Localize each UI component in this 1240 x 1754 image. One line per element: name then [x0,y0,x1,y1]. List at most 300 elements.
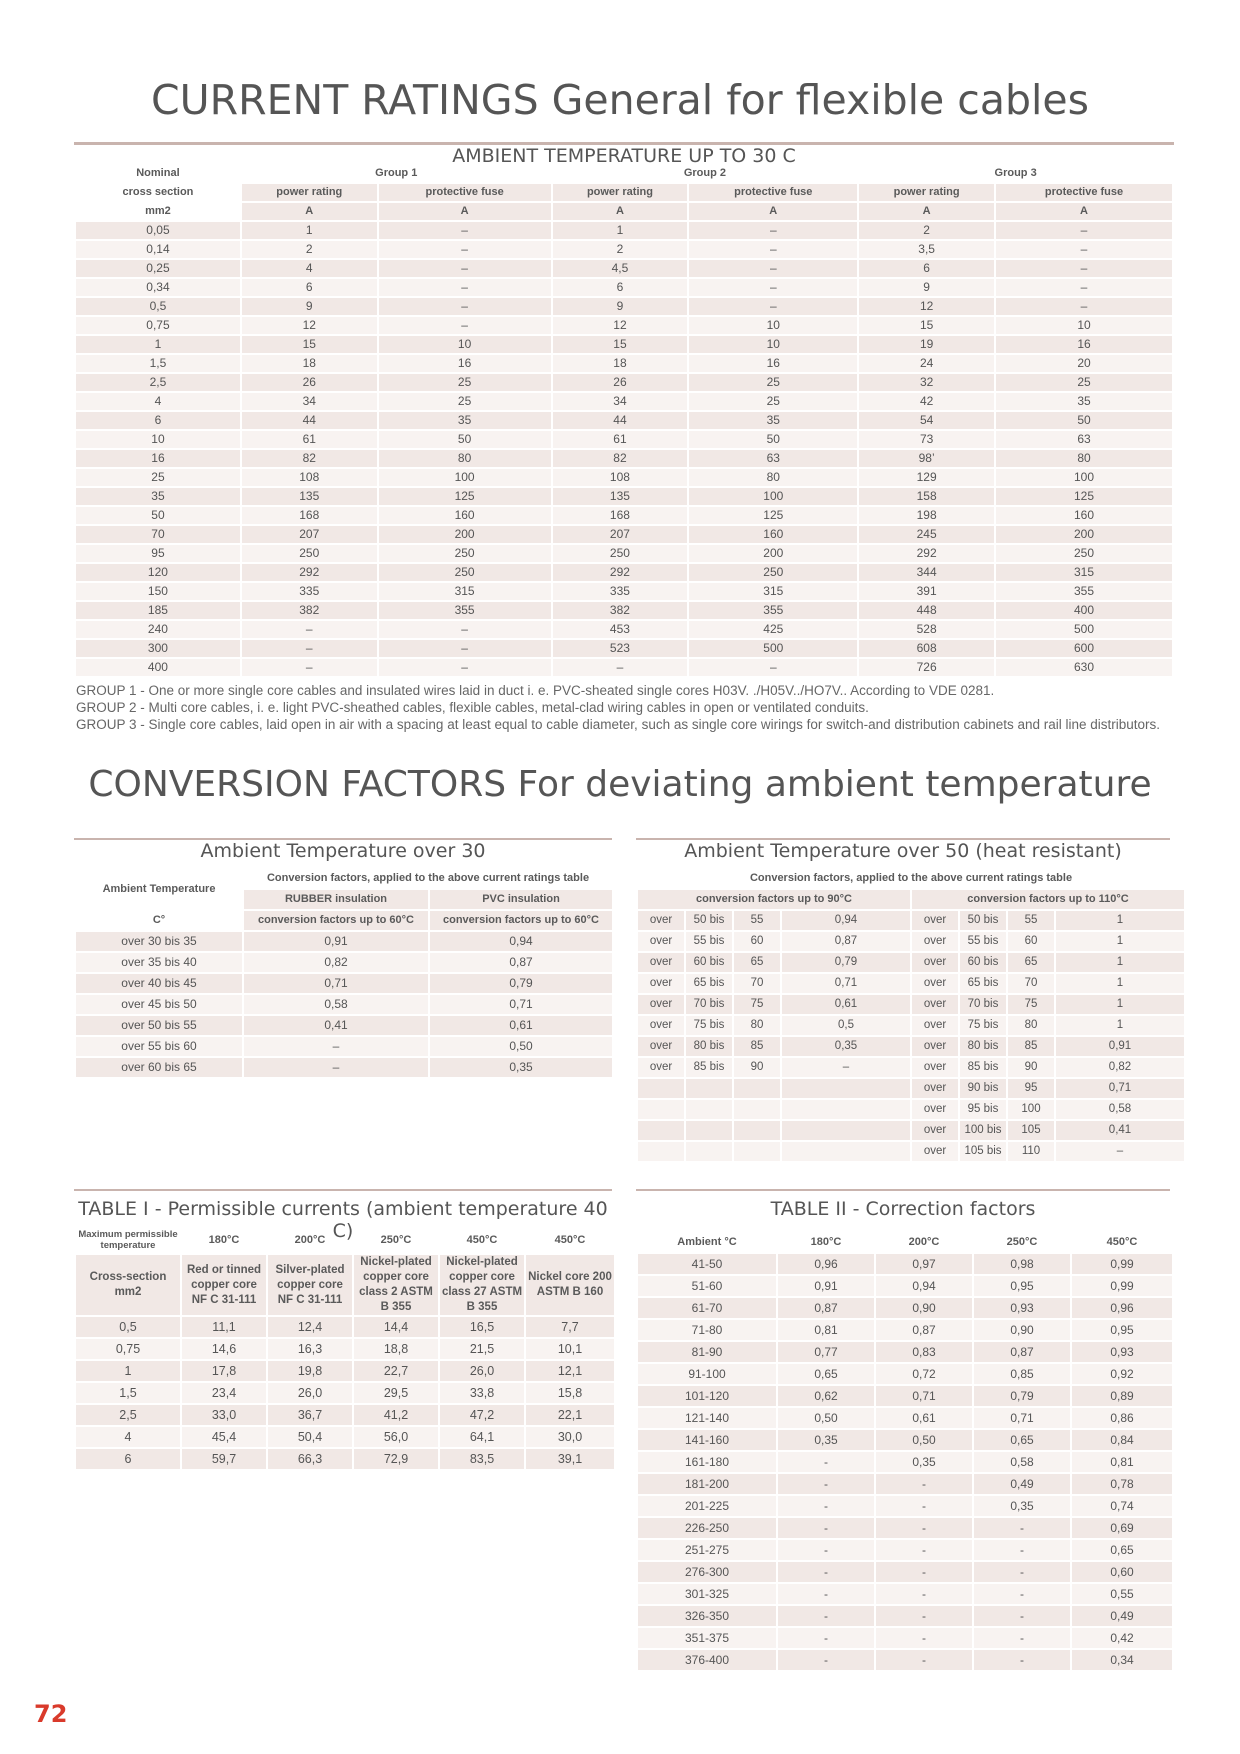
unit-header: C° [152,914,166,926]
nominal-label: Nominal [136,167,180,179]
table-row [76,932,612,951]
table-cell: 73 [859,431,994,448]
table-cell: 161-180 [638,1452,776,1472]
table-cell: 300 [76,640,240,657]
table-row [76,507,1172,524]
table-cell [782,1100,910,1119]
table-cell: 100 [996,469,1172,486]
temp-header-4: 450°C [554,1234,586,1246]
rubber-sub-header: conversion factors up to 60°C [244,911,428,930]
table-cell: 608 [859,640,994,657]
table-row [638,1121,1184,1140]
table-cell: 85 [1008,1037,1054,1056]
table-cell: 226-250 [638,1518,776,1538]
table-cell: 22,7 [354,1361,438,1381]
table-row [638,1276,1172,1296]
table-cell: 0,71 [876,1386,972,1406]
table-cell: 50 bis [960,911,1006,930]
table-cell: - [974,1540,1070,1560]
nominal-label-2: cross section [122,186,194,198]
table-row [76,640,1172,657]
table-cell: 10 [689,336,857,353]
table-cell: 2,5 [76,1405,180,1425]
table-cell: 65 bis [686,974,732,993]
table-cell: 207 [242,526,377,543]
table-cell: 85 bis [686,1058,732,1077]
table-cell: 66,3 [268,1449,352,1469]
conv-b-right-header: conversion factors up to 110°C [912,890,1184,909]
table-cell: 0,93 [1072,1342,1172,1362]
table-cell: 19,8 [268,1361,352,1381]
table-cell: 0,35 [430,1058,612,1077]
table-cell: 26,0 [440,1361,524,1381]
table-row [76,1037,612,1056]
table1-caption: TABLE I - Permissible currents (ambient temperature 40 C) [78,1198,608,1242]
table-cell: - [876,1584,972,1604]
table-cell: 63 [996,431,1172,448]
table-row [76,450,1172,467]
table-row [638,1540,1172,1560]
table-cell: 528 [859,621,994,638]
table-cell: 108 [242,469,377,486]
table-row [76,953,612,972]
table-row [76,393,1172,410]
table-cell: – [244,1058,428,1077]
table1-rule [74,1189,612,1191]
table-cell: 6 [859,260,994,277]
table-cell: 0,87 [782,932,910,951]
table-cell: 24 [859,355,994,372]
table-cell: 50 [379,431,551,448]
table-cell: 315 [996,564,1172,581]
table-cell: 2 [553,241,688,258]
table-cell: 0,87 [974,1342,1070,1362]
table-cell [782,1121,910,1140]
table-row [638,1562,1172,1582]
table-cell: 0,77 [778,1342,874,1362]
table-cell: 160 [996,507,1172,524]
table-cell: over [912,1100,958,1119]
temp-header-3: 450°C [466,1234,498,1246]
table-cell: 301-325 [638,1584,776,1604]
protective-fuse-header: protective fuse [689,184,857,201]
table-cell: 158 [859,488,994,505]
table-cell: 44 [553,412,688,429]
table-cell: 168 [242,507,377,524]
table-cell: 0,75 [76,1339,180,1359]
table-cell: 20 [996,355,1172,372]
table-cell: 60 [734,932,780,951]
table-cell: 71-80 [638,1320,776,1340]
table-cell: 0,82 [244,953,428,972]
table-cell: 6 [76,412,240,429]
table2 [636,1230,1174,1672]
table-cell: 0,99 [1072,1254,1172,1274]
table-row [638,1386,1172,1406]
table-row [638,1518,1172,1538]
table-row [638,1254,1172,1274]
table-row [638,932,1184,951]
table-cell: 55 bis [960,932,1006,951]
rubber-header: RUBBER insulation [244,890,428,909]
table-cell [782,1079,910,1098]
table-cell: 630 [996,659,1172,676]
table-cell: 448 [859,602,994,619]
table-cell: 82 [242,450,377,467]
table-cell: 90 [1008,1058,1054,1077]
table-cell: 60 [1008,932,1054,951]
table-cell: - [778,1474,874,1494]
conv-b-left-header: conversion factors up to 90°C [638,890,910,909]
table-cell: – [379,298,551,315]
table-cell: 95 [1008,1079,1054,1098]
table-row [76,545,1172,562]
table-cell: 0,69 [1072,1518,1172,1538]
group3-label: Group 3 [994,167,1037,179]
table-cell: 1 [76,336,240,353]
table-cell: – [782,1058,910,1077]
table-cell: 34 [553,393,688,410]
table-cell: 0,71 [974,1408,1070,1428]
table-cell: 9 [242,298,377,315]
table-cell: 0,35 [876,1452,972,1472]
conv-a-table [74,867,614,1079]
table-cell: 1,5 [76,1383,180,1403]
table-cell: over [638,995,684,1014]
table-cell: over [912,995,958,1014]
note-group2: GROUP 2 - Multi core cables, i. e. light PVC-sheathed cables, flexible cables, metal-clad wiring cables in open or ventilated conduits. [76,700,869,715]
table-cell: 355 [996,583,1172,600]
table-cell: 0,5 [76,298,240,315]
table-cell: 0,78 [1072,1474,1172,1494]
table-cell: 1 [1056,1016,1184,1035]
table-cell: 0,34 [76,279,240,296]
table-cell: 0,62 [778,1386,874,1406]
table-cell: 600 [996,640,1172,657]
table-cell: 80 [996,450,1172,467]
table-cell: 70 [76,526,240,543]
table-cell [638,1079,684,1098]
table-cell: – [379,640,551,657]
table-cell: 90 [734,1058,780,1077]
table-cell: over 55 bis 60 [76,1037,242,1056]
table-cell: 105 [1008,1121,1054,1140]
table-row [76,1016,612,1035]
table-cell: 315 [379,583,551,600]
table-cell: 16 [689,355,857,372]
table-cell: 55 [1008,911,1054,930]
table-row [638,995,1184,1014]
table-cell: 425 [689,621,857,638]
table-row [76,355,1172,372]
table-cell: 1 [1056,995,1184,1014]
table-cell: 0,95 [1072,1320,1172,1340]
cross-section-header: Cross-section mm2 [76,1255,180,1315]
table-row [76,1427,614,1447]
table-cell: – [379,260,551,277]
table-cell: - [876,1650,972,1670]
table-cell: 82 [553,450,688,467]
table-cell: 51-60 [638,1276,776,1296]
table-cell: 200 [689,545,857,562]
unit-label: A [379,203,551,220]
table-row [638,1650,1172,1670]
table-cell: 100 [689,488,857,505]
table-cell: 250 [379,564,551,581]
table-cell: 0,74 [1072,1496,1172,1516]
table-cell: 0,96 [1072,1298,1172,1318]
table-cell: 250 [689,564,857,581]
table-cell: 0,14 [76,241,240,258]
table-cell: over 35 bis 40 [76,953,242,972]
table-cell: 32 [859,374,994,391]
table-cell: 16,3 [268,1339,352,1359]
table-cell: 10 [689,317,857,334]
table-cell: 59,7 [182,1449,266,1469]
table-cell: 726 [859,659,994,676]
table-cell: 100 bis [960,1121,1006,1140]
table-cell: 0,55 [1072,1584,1172,1604]
table-cell: - [974,1562,1070,1582]
table-cell: 0,60 [1072,1562,1172,1582]
material-header-2: Nickel-plated copper core class 2 ASTM B 355 [354,1255,438,1315]
group-notes [76,682,1176,733]
table-row [638,1058,1184,1077]
table-cell: 0,58 [974,1452,1070,1472]
table-cell: 10 [996,317,1172,334]
table-cell: 9 [553,298,688,315]
table-cell: 30,0 [526,1427,614,1447]
table-cell: 355 [689,602,857,619]
table-cell [638,1121,684,1140]
table-cell: 4,5 [553,260,688,277]
table-cell: 125 [379,488,551,505]
table-cell: 250 [996,545,1172,562]
table-row [76,317,1172,334]
table-row [638,1342,1172,1362]
table-cell: over [638,1037,684,1056]
table-cell: 15 [553,336,688,353]
group1-label: Group 1 [375,167,418,179]
table-cell: over [912,932,958,951]
table2-header-3: 250°C [1006,1236,1038,1248]
table-cell: 6 [242,279,377,296]
table-cell: - [974,1650,1070,1670]
table-cell: 12,4 [268,1317,352,1337]
table-cell: - [876,1518,972,1538]
table-cell: 80 bis [686,1037,732,1056]
table-cell: 0,90 [974,1320,1070,1340]
table-cell: 12 [859,298,994,315]
table-cell: 0,91 [244,932,428,951]
current-ratings-table [74,163,1174,678]
table-cell: 0,65 [1072,1540,1172,1560]
table-cell: - [974,1518,1070,1538]
table-cell: 6 [76,1449,180,1469]
table-cell: 0,72 [876,1364,972,1384]
table-cell: 22,1 [526,1405,614,1425]
power-rating-header: power rating [553,184,688,201]
table-cell: 18,8 [354,1339,438,1359]
table-cell: 110 [1008,1142,1054,1161]
table-cell: 0,91 [1056,1037,1184,1056]
table-cell: over [638,974,684,993]
table-cell: 0,94 [876,1276,972,1296]
table-cell: 65 [1008,953,1054,972]
table-cell: 0,65 [974,1430,1070,1450]
material-header-1: Silver-plated copper core NF C 31-111 [268,1255,352,1315]
table-cell: 0,5 [782,1016,910,1035]
table-cell: 15 [242,336,377,353]
table-cell: 207 [553,526,688,543]
table-cell: - [778,1606,874,1626]
table-cell: 0,71 [430,995,612,1014]
table-row [638,1016,1184,1035]
table-cell: 0,87 [778,1298,874,1318]
table-row [76,469,1172,486]
table-cell: 523 [553,640,688,657]
table-cell: 0,61 [876,1408,972,1428]
table-cell: 355 [379,602,551,619]
table-row [76,1339,614,1359]
table-cell: - [778,1562,874,1582]
table-cell: 10 [76,431,240,448]
table-row [76,1317,614,1337]
table-cell: 26 [553,374,688,391]
table-cell: 4 [76,1427,180,1447]
table-cell: 75 bis [960,1016,1006,1035]
unit-label: A [553,203,688,220]
table-cell: - [974,1584,1070,1604]
table-cell: 200 [379,526,551,543]
table-cell: 55 bis [686,932,732,951]
table-row [638,1298,1172,1318]
table-cell [686,1142,732,1161]
table-cell: 45,4 [182,1427,266,1447]
table-cell: over [912,974,958,993]
table-cell: - [778,1650,874,1670]
table-cell: 95 bis [960,1100,1006,1119]
table-cell: 25 [379,374,551,391]
page-number: 72 [34,1700,68,1728]
table-cell: 0,99 [1072,1276,1172,1296]
table-row [638,1079,1184,1098]
table-cell: 1 [1056,974,1184,993]
table-cell: 50 [689,431,857,448]
table-cell: – [244,1037,428,1056]
table-cell: – [242,640,377,657]
table-cell: 100 [379,469,551,486]
table-cell: 65 [734,953,780,972]
table-cell: 0,96 [778,1254,874,1274]
table-cell: 50,4 [268,1427,352,1447]
unit-label: A [242,203,377,220]
table-cell: 15 [859,317,994,334]
table-cell: 63 [689,450,857,467]
table-cell: 21,5 [440,1339,524,1359]
table-cell: 80 [689,469,857,486]
table-cell: - [876,1562,972,1582]
table-row [638,953,1184,972]
temp-header-0: 180°C [208,1234,240,1246]
table-cell: 251-275 [638,1540,776,1560]
table-cell: 0,85 [974,1364,1070,1384]
table-cell: 14,4 [354,1317,438,1337]
note-group1: GROUP 1 - One or more single core cables and insulated wires laid in duct i. e. PVC-sheated single cores H03V. ./H05V../HO7V.. According to VDE 0281. [76,683,995,698]
table-row [638,1474,1172,1494]
table-cell: 250 [553,545,688,562]
table-cell: 25 [996,374,1172,391]
table-cell: 0,58 [1056,1100,1184,1119]
table-cell: 101-120 [638,1386,776,1406]
table-cell: 0,97 [876,1254,972,1274]
table-cell: - [974,1628,1070,1648]
table-cell: 72,9 [354,1449,438,1469]
table-cell: 0,90 [876,1298,972,1318]
unit-label: A [996,203,1172,220]
table-cell: 0,50 [778,1408,874,1428]
table-cell: 61 [242,431,377,448]
table-cell: over [912,1142,958,1161]
table-cell: 36,7 [268,1405,352,1425]
table-cell: 65 bis [960,974,1006,993]
table-cell: 335 [242,583,377,600]
unit-label: A [689,203,857,220]
table-cell: 0,41 [244,1016,428,1035]
table-cell [638,1142,684,1161]
table-row [638,974,1184,993]
table-cell: 80 [379,450,551,467]
table-cell: 16 [379,355,551,372]
table-cell: over [638,911,684,930]
pvc-header: PVC insulation [430,890,612,909]
table-row [76,488,1172,505]
table-cell: 95 [76,545,240,562]
table-cell: 0,79 [782,953,910,972]
table-cell: 64,1 [440,1427,524,1447]
table-cell: 39,1 [526,1449,614,1469]
protective-fuse-header: protective fuse [379,184,551,201]
table-cell: 0,35 [974,1496,1070,1516]
table-cell: 75 [734,995,780,1014]
material-header-4: Nickel core 200 ASTM B 160 [526,1255,614,1315]
table-cell: 10 [379,336,551,353]
section-title: CONVERSION FACTORS For deviating ambient temperature [88,764,1152,805]
table-cell: - [876,1628,972,1648]
table-cell: 0,71 [1056,1079,1184,1098]
table-row [638,1430,1172,1450]
table-cell: – [379,317,551,334]
table-row [638,1452,1172,1472]
table-cell: 351-375 [638,1628,776,1648]
power-rating-header: power rating [859,184,994,201]
temp-header-2: 250°C [380,1234,412,1246]
table-cell: – [242,621,377,638]
table-cell: – [379,279,551,296]
table-cell: 0,05 [76,222,240,239]
table2-header-0: Ambient °C [677,1236,737,1248]
table-cell: 0,89 [1072,1386,1172,1406]
table-cell: 0,93 [974,1298,1070,1318]
table-cell: 0,35 [782,1037,910,1056]
table-cell: 160 [379,507,551,524]
table-cell: 0,50 [876,1430,972,1450]
table-cell: 61-70 [638,1298,776,1318]
table-cell: 80 [1008,1016,1054,1035]
table-cell: – [242,659,377,676]
table-cell: - [778,1628,874,1648]
material-header-0: Red or tinned copper core NF C 31-111 [182,1255,266,1315]
